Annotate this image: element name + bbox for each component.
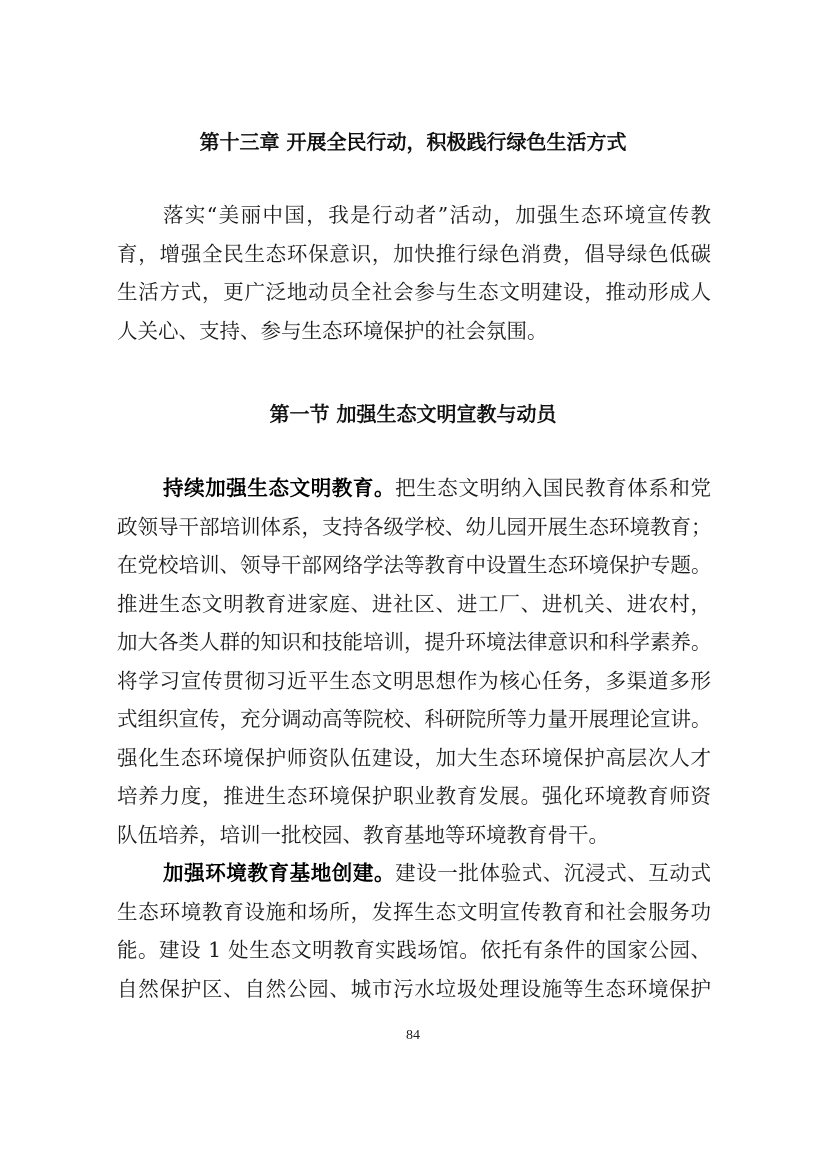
text-line: 加大各类人群的知识和技能培训，提升环境法律意识和科学素养。 xyxy=(117,630,712,654)
chapter-title: 第十三章 开展全民行动，积极践行绿色生活方式 xyxy=(199,130,627,154)
text-line: 在党校培训、领导干部网络学法等教育中设置生态环境保护专题。 xyxy=(117,553,712,577)
paragraph-lead: 加强环境教育基地创建。 xyxy=(163,861,396,885)
page-number: 84 xyxy=(406,1028,420,1043)
text-line: 能。建设 1 处生态文明教育实践场馆。依托有条件的国家公园、 xyxy=(117,938,711,962)
section-title: 第一节 加强生态文明宣教与动员 xyxy=(269,402,557,426)
text-line: 人关心、支持、参与生态环境保护的社会氛围。 xyxy=(117,318,548,343)
text-line xyxy=(117,469,711,508)
text-line xyxy=(117,854,711,893)
intro-paragraph xyxy=(117,196,711,350)
text-line: 培养力度，推进生态环境保护职业教育发展。强化环境教育师资 xyxy=(117,784,711,808)
text-line: 将学习宣传贯彻习近平生态文明思想作为核心任务，多渠道多形 xyxy=(117,668,711,693)
text-line: 推进生态文明教育进家庭、进社区、进工厂、进机关、进农村， xyxy=(117,591,711,616)
paragraph-education xyxy=(117,469,711,854)
line-text: 把生态文明纳入国民教育体系和党 xyxy=(395,476,712,500)
text-line: 强化生态环境保护师资队伍建设，加大生态环境保护高层次人才 xyxy=(117,745,711,770)
text-line: 式组织宣传，充分调动高等院校、科研院所等力量开展理论宣讲。 xyxy=(117,707,712,731)
line-text: 建设一批体验式、沉浸式、互动式 xyxy=(395,861,712,885)
text-line: 自然保护区、自然公园、城市污水垃圾处理设施等生态环境保护 xyxy=(117,976,711,1001)
text-line: 落实“美丽中国，我是行动者”活动，加强生态环境宣传教 xyxy=(163,203,711,227)
text-line: 育，增强全民生态环保意识，加快推行绿色消费，倡导绿色低碳 xyxy=(117,241,711,266)
paragraph-education-base xyxy=(117,854,711,1008)
text-line: 生活方式，更广泛地动员全社会参与生态文明建设，推动形成人 xyxy=(117,280,711,304)
text-line: 政领导干部培训体系，支持各级学校、幼儿园开展生态环境教育； xyxy=(117,514,712,539)
text-line: 队伍培养，培训一批校园、教育基地等环境教育骨干。 xyxy=(117,822,609,847)
text-line: 生态环境教育设施和场所，发挥生态文明宣传教育和社会服务功 xyxy=(117,899,711,924)
paragraph-lead: 持续加强生态文明教育。 xyxy=(163,476,396,500)
